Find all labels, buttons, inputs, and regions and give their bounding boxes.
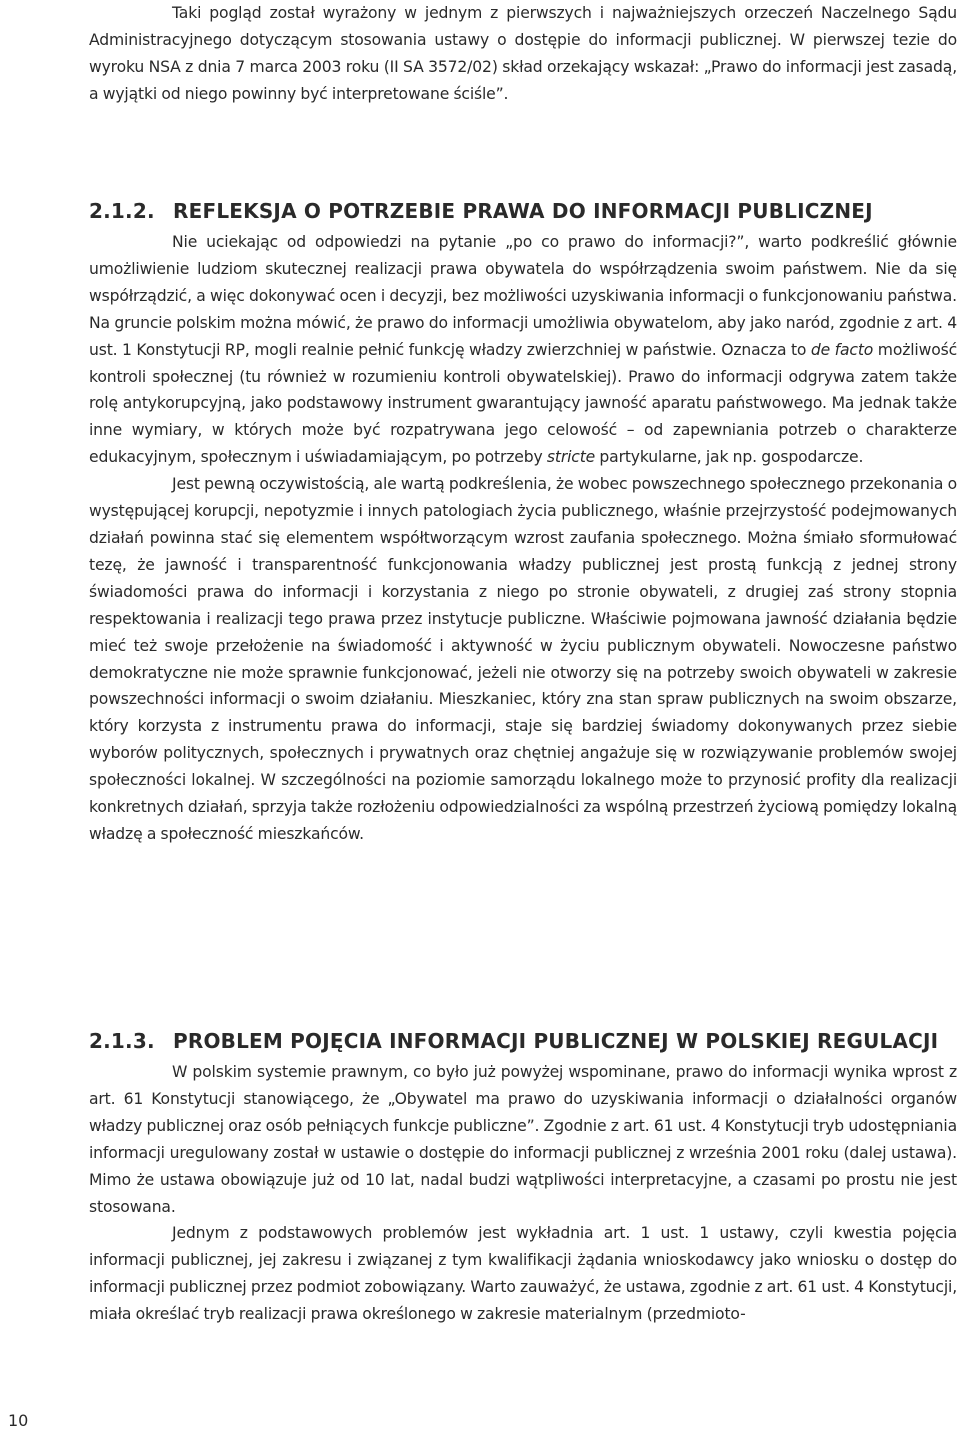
section-heading [89, 1026, 957, 1056]
italic-term: stricte [546, 448, 596, 467]
text-run: Nie uciekając od odpowiedzi na pytanie „po co prawo do informacji?”, warto podkreślić głównie umożliwienie ludziom skutecznej realizacji prawa obywatela do współrządzenia swoim państwem. Nie da się współrządzić, a więc dokonywać ocen i decyzji, bez możliwości uzyskiwania informacji o funkcjonowaniu państwa. Na gruncie polskim można mówić, że prawo do informacji umożliwia obywatelom, aby jako naród, zgodnie z art. 4 ust. 1 Konstytucji RP, mogli realnie pełnić funkcję władzy zwierzchniej w państwie. Oznacza to [89, 233, 957, 359]
section-2-1-3 [89, 1026, 957, 1328]
intro-paragraph: Taki pogląd został wyrażony w jednym z pierwszych i najważniejszych orzeczeń Naczelnego Sądu Administracyjnego dotyczącym stosowania ustawy o dostępie do informacji publicznej. W pierwszej tezie do wyroku NSA z dnia 7 marca 2003 roku (II SA 3572/02) skład orzekający wskazał: „Prawo do informacji jest zasadą, a wyjątki od niego powinny być interpretowane ściśle”. [89, 4, 957, 103]
section-2-1-2 [89, 196, 957, 848]
section-title: PROBLEM POJĘCIA INFORMACJI PUBLICZNEJ W POLSKIEJ REGULACJI [173, 1029, 939, 1053]
body-paragraph: W polskim systemie prawnym, co było już powyżej wspominane, prawo do informacji wynika wprost z art. 61 Konstytucji stanowiącego, że „Obywatel ma prawo do uzyskiwania informacji o działalności organów władzy publicznej oraz osób pełniących funkcje publiczne”. Zgodnie z art. 61 ust. 4 Konstytucji tryb udostępniania informacji uregulowany został w ustawie o dostępie do informacji publicznej z września 2001 roku (dalej ustawa). Mimo że ustawa obowiązuje już od 10 lat, nadal budzi wątpliwości interpretacyjne, a czasami po prostu nie jest stosowana. [89, 1063, 957, 1216]
text-run: możliwość kontroli społecznej (tu również w rozumieniu kontroli obywatelskiej). Prawo do informacji odgrywa zatem także rolę antykorupcyjną, jako podstawowy instrument gwarantujący jawność aparatu państwowego. Ma jednak także inne wymiary, w których może być rozpatrywana jego celowość – od zapewniania potrzeb o charakterze edukacyjnym, społecznym i uświadamiającym, po potrzeby [89, 340, 958, 467]
page-number: 10 [8, 1411, 29, 1430]
section-number: 2.1.3. [89, 1029, 155, 1053]
body-paragraph [89, 229, 957, 471]
section-heading [89, 196, 957, 226]
body-paragraph: Jest pewną oczywistością, ale wartą podkreślenia, że wobec powszechnego społecznego przekonania o występującej korupcji, nepotyzmie i innych patologiach życia publicznego, właśnie przejrzystość podejmowanych działań powinna stać się elementem współtworzącym wzrost zaufania społecznego. Można śmiało sformułować tezę, że jawność i transparentność funkcjonowania władzy publicznej jest prostą funkcją z jednej strony świadomości prawa do informacji i korzystania z niego po stronie obywateli, z drugiej zaś strony stopnia respektowania i realizacji tego prawa przez instytucje publiczne. Właściwie pojmowana jawność działania będzie mieć też swoje przełożenie na świadomość i aktywność w życiu publicznym obywateli. Nowoczesne państwo demokratyczne nie może sprawnie funkcjonować, jeżeli nie otworzy się na potrzeby swoich obywateli w zakresie powszechności informacji o swoim działaniu. Mieszkaniec, który zna stan spraw publicznych na swoim obszarze, który korzysta z instrumentu prawa do informacji, staje się bardziej świadomy dokonywanych przez siebie wyborów politycznych, społecznych i prywatnych oraz chętniej angażuje się w rozwiązywanie problemów swojej społeczności lokalnej. W szczególności na poziomie samorządu lokalnego może to przynosić profity dla realizacji konkretnych działań, sprzyja także rozłożeniu odpowiedzialności za wspólną przestrzeń życiową pomiędzy lokalną władzę a społeczność mieszkańców. [89, 475, 957, 843]
text-run: partykularne, jak np. gospodarcze. [595, 448, 864, 467]
italic-term: de facto [810, 340, 874, 359]
body-paragraph: Jednym z podstawowych problemów jest wykładnia art. 1 ust. 1 ustawy, czyli kwestia pojęcia informacji publicznej, jej zakresu i związanej z tym kwalifikacji żądania wnioskodawcy jako wniosku o dostęp do informacji publicznej przez podmiot zobowiązany. Warto zauważyć, że ustawa, zgodnie z art. 61 ust. 4 Konstytucji, miała określać tryb realizacji prawa określonego w zakresie materialnym (przedmioto- [89, 1224, 957, 1324]
section-title: REFLEKSJA O POTRZEBIE PRAWA DO INFORMACJI PUBLICZNEJ [173, 199, 873, 223]
section-number: 2.1.2. [89, 199, 155, 223]
